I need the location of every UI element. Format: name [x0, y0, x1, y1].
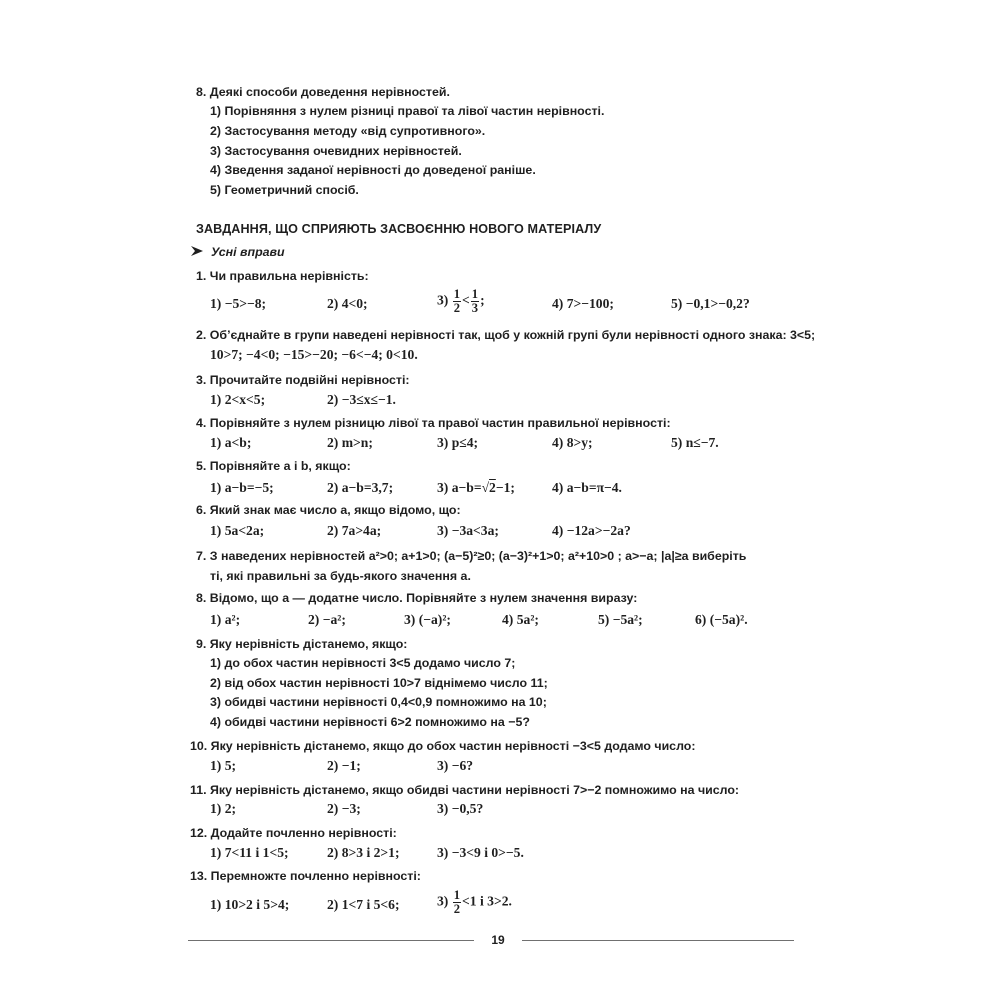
- methods-item-1: 1) Порівняння з нулем різниці правої та лівої частин нерівності.: [210, 104, 605, 118]
- exercise-1-option-2: 2) 4<0;: [327, 296, 368, 311]
- exercise-12-question: 12. Додайте почленно нерівності:: [190, 826, 397, 840]
- exercise-6-option-4: 4) −12a>−2a?: [552, 523, 631, 538]
- exercise-8-option-6: 6) (−5a)².: [695, 612, 748, 627]
- exercise-12-option-1: 1) 7<11 і 1<5;: [210, 845, 289, 860]
- exercise-8-option-4: 4) 5a²;: [502, 612, 539, 627]
- methods-item-2: 2) Застосування методу «від супротивного».: [210, 124, 486, 138]
- exercise-9-item-3: 3) обидві частини нерівності 0,4<0,9 помножимо на 10;: [210, 695, 547, 709]
- exercise-4-option-1: 1) a<b;: [210, 435, 252, 450]
- footer-rule-left: [188, 940, 474, 941]
- exercise-5-option-1: 1) a−b=−5;: [210, 480, 274, 495]
- exercise-4-option-4: 4) 8>y;: [552, 435, 593, 450]
- exercise-1-option-3-number: 3): [437, 292, 449, 308]
- exercise-7-line-2: ті, які правильні за будь-якого значення a.: [210, 569, 471, 583]
- exercise-8-question: 8. Відомо, що a — додатне число. Порівняйте з нулем значення виразу:: [196, 591, 638, 605]
- exercise-13-option-3: 3) $\frac{1}{2}$ <1 і 3>2.: [437, 888, 512, 916]
- arrow-bullet-icon: [190, 245, 204, 257]
- exercise-3-option-1: 1) 2<x<5;: [210, 392, 266, 407]
- methods-item-4: 4) Зведення заданої нерівності до доведеної раніше.: [210, 163, 536, 177]
- oral-exercises-label: Усні вправи: [211, 245, 285, 259]
- exercise-8-option-2: 2) −a²;: [308, 612, 346, 627]
- fraction-one-half: $\frac{1}{2}$: [453, 287, 461, 315]
- exercise-5-question: 5. Порівняйте a і b, якщо:: [196, 459, 351, 473]
- section-heading: ЗАВДАННЯ, ЩО СПРИЯЮТЬ ЗАСВОЄННЮ НОВОГО МАТЕРІАЛУ: [196, 222, 602, 236]
- exercise-9-item-1: 1) до обох частин нерівності 3<5 додамо число 7;: [210, 656, 516, 670]
- exercise-6-option-3: 3) −3a<3a;: [437, 523, 499, 538]
- exercise-6-option-2: 2) 7a>4a;: [327, 523, 382, 538]
- methods-title: 8. Деякі способи доведення нерівностей.: [196, 85, 450, 99]
- exercise-4-option-5: 5) n≤−7.: [671, 435, 719, 450]
- exercise-9-item-2: 2) від обох частин нерівності 10>7 віднімемо число 11;: [210, 676, 548, 690]
- exercise-11-option-2: 2) −3;: [327, 801, 361, 816]
- exercise-1-option-3: 3) $\frac{1}{2}$ < $\frac{1}{3}$ ;: [437, 287, 485, 315]
- exercise-2-line-2: 10>7; −4<0; −15>−20; −6<−4; 0<10.: [210, 347, 418, 362]
- methods-item-3: 3) Застосування очевидних нерівностей.: [210, 144, 462, 158]
- radicand: 2: [489, 480, 496, 495]
- exercise-5-option-4: 4) a−b=π−4.: [552, 480, 622, 495]
- exercise-5-option-3: 3) a−b=√2−1;: [437, 480, 515, 495]
- exercise-13-option-1: 1) 10>2 і 5>4;: [210, 897, 290, 912]
- exercise-11-question: 11. Яку нерівність дістанемо, якщо обидві частини нерівності 7>−2 помножимо на число:: [190, 783, 740, 797]
- exercise-9-question: 9. Яку нерівність дістанемо, якщо:: [196, 637, 408, 651]
- exercise-4-option-2: 2) m>n;: [327, 435, 373, 450]
- exercise-12-option-3: 3) −3<9 і 0>−5.: [437, 845, 524, 860]
- page-number: 19: [491, 933, 505, 947]
- exercise-10-option-3: 3) −6?: [437, 758, 474, 773]
- exercise-10-option-2: 2) −1;: [327, 758, 361, 773]
- exercise-5-option-2: 2) a−b=3,7;: [327, 480, 394, 495]
- exercise-7-line-1: 7. З наведених нерівностей a²>0; a+1>0; (a−5)²≥0; (a−3)²+1>0; a²+10>0 ; a>−a; |a|≥a виберіть: [196, 549, 747, 563]
- exercise-3-option-2: 2) −3≤x≤−1.: [327, 392, 396, 407]
- exercise-10-question: 10. Яку нерівність дістанемо, якщо до обох частин нерівності −3<5 додамо число:: [190, 739, 696, 753]
- exercise-9-item-4: 4) обидві частини нерівності 6>2 помножимо на −5?: [210, 715, 530, 729]
- exercise-13-question: 13. Перемножте почленно нерівності:: [190, 869, 421, 883]
- exercise-3-question: 3. Прочитайте подвійні нерівності:: [196, 373, 410, 387]
- exercise-6-option-1: 1) 5a<2a;: [210, 523, 265, 538]
- exercise-4-question: 4. Порівняйте з нулем різницю лівої та правої частин правильної нерівності:: [196, 416, 671, 430]
- methods-item-5: 5) Геометричний спосіб.: [210, 183, 359, 197]
- fraction-one-half: $\frac{1}{2}$: [453, 888, 461, 916]
- exercise-12-option-2: 2) 8>3 і 2>1;: [327, 845, 400, 860]
- exercise-1-option-1: 1) −5>−8;: [210, 296, 267, 311]
- exercise-13-option-2: 2) 1<7 і 5<6;: [327, 897, 400, 912]
- exercise-1-option-4: 4) 7>−100;: [552, 296, 614, 311]
- exercise-10-option-1: 1) 5;: [210, 758, 237, 773]
- exercise-2-line-1: 2. Об’єднайте в групи наведені нерівності так, щоб у кожній групі були нерівності одного знака: 3<5;: [196, 328, 816, 342]
- exercise-8-option-1: 1) a²;: [210, 612, 241, 627]
- fraction-one-third: $\frac{1}{3}$: [471, 287, 479, 315]
- exercise-8-option-5: 5) −5a²;: [598, 612, 643, 627]
- exercise-8-option-3: 3) (−a)²;: [404, 612, 451, 627]
- less-than-sign: <: [462, 292, 470, 308]
- exercise-11-option-3: 3) −0,5?: [437, 801, 484, 816]
- exercise-6-question: 6. Який знак має число a, якщо відомо, що:: [196, 503, 461, 517]
- exercise-11-option-1: 1) 2;: [210, 801, 237, 816]
- exercise-1-option-5: 5) −0,1>−0,2?: [671, 296, 750, 311]
- footer-rule-right: [522, 940, 794, 941]
- exercise-4-option-3: 3) p≤4;: [437, 435, 479, 450]
- exercise-1-question: 1. Чи правильна нерівність:: [196, 269, 369, 283]
